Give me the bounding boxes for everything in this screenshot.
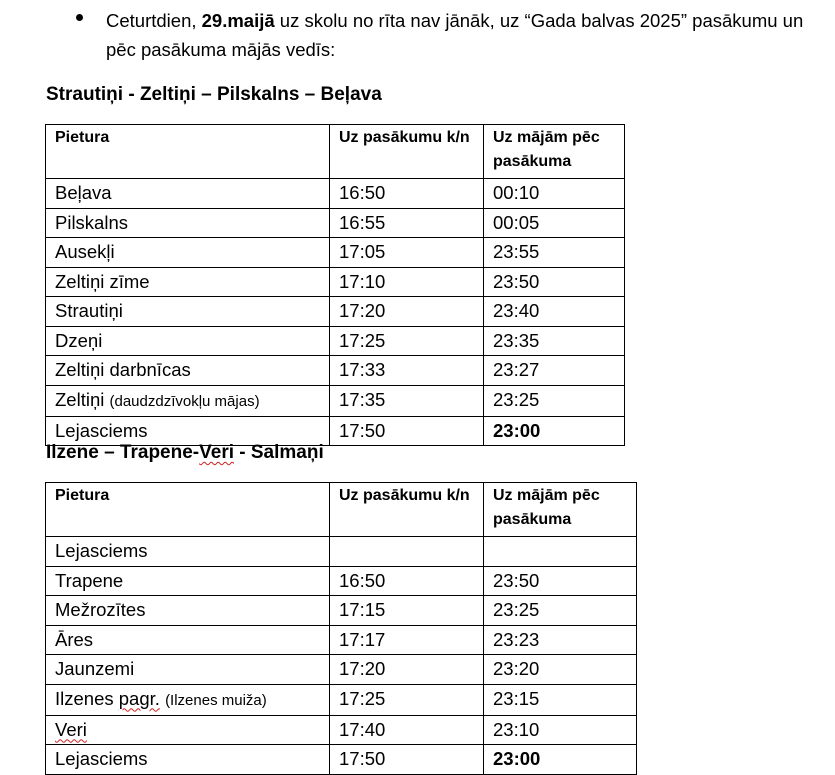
stop-name: Lejasciems: [55, 748, 148, 769]
intro-date: 29.maijā: [201, 10, 275, 31]
stop-name: Lejasciems: [55, 419, 148, 441]
table-row: [46, 385, 625, 416]
to-event-time: 16:50: [330, 566, 484, 596]
to-event-time: 17:25: [330, 684, 484, 715]
stop-cell: [46, 356, 330, 386]
stop-cell: [46, 596, 330, 626]
stop-name: Zeltiņi darbnīcas: [55, 359, 191, 380]
column-header: Uz mājām pēc pasākuma: [484, 483, 637, 537]
stop-cell: [46, 179, 330, 209]
stop-name: Strautiņi: [55, 300, 123, 321]
stop-name: Pilskalns: [55, 211, 128, 233]
back-home-time: 00:10: [484, 179, 625, 209]
back-home-time: 23:20: [484, 655, 637, 685]
route2-heading-part: Ilzene – Trapene-: [46, 442, 200, 463]
stop-name: Trapene: [55, 569, 124, 591]
table-header-row: [46, 125, 625, 179]
stop-name: Āres: [55, 628, 94, 650]
back-home-time: 00:05: [484, 208, 625, 238]
table-row: [46, 326, 625, 356]
table-row: [46, 179, 625, 209]
stop-cell: [46, 326, 330, 356]
stop-name: Jaunzemi: [55, 658, 135, 679]
table-row: [46, 684, 637, 715]
to-event-time: 16:55: [330, 208, 484, 238]
back-home-time: 23:27: [484, 356, 625, 386]
to-event-time: 17:40: [330, 715, 484, 745]
to-event-time: 17:05: [330, 238, 484, 268]
route1-heading: Strautiņi - Zeltiņi – Pilskalns – Beļava: [46, 84, 382, 105]
bullet-icon: [76, 14, 83, 21]
intro-bullet: [76, 6, 816, 64]
to-event-time: 17:10: [330, 267, 484, 297]
spellcheck-word: Veri: [55, 718, 87, 740]
spellcheck-word: pagr.: [118, 687, 160, 709]
table-row: [46, 625, 637, 655]
stop-cell: [46, 684, 330, 715]
route2-heading-part: - Salmaņi: [234, 442, 324, 463]
table-row: [46, 238, 625, 268]
back-home-time: 23:40: [484, 297, 625, 327]
column-header: Uz pasākumu k/n: [330, 483, 484, 537]
route1-table: [45, 124, 625, 446]
stop-cell: [46, 267, 330, 297]
stop-name: Zeltiņi zīme: [55, 270, 150, 292]
back-home-time: [484, 537, 637, 567]
to-event-time: 17:33: [330, 356, 484, 386]
stop-cell: [46, 297, 330, 327]
back-home-time: 23:35: [484, 326, 625, 356]
to-event-time: 16:50: [330, 179, 484, 209]
to-event-time: 17:25: [330, 326, 484, 356]
table-header-row: [46, 483, 637, 537]
column-header: Uz mājām pēc pasākuma: [484, 125, 625, 179]
back-home-time: 23:50: [484, 566, 637, 596]
route2-table: [45, 482, 637, 775]
stop-name: Dzeņi: [55, 329, 103, 351]
stop-name: Beļava: [55, 182, 112, 203]
back-home-time: 23:00: [484, 745, 637, 775]
stop-name-part: Ilzenes: [55, 687, 119, 709]
to-event-time: 17:17: [330, 625, 484, 655]
route2-heading: [46, 441, 324, 465]
stop-name: Ausekļi: [55, 241, 115, 262]
to-event-time: 17:20: [330, 297, 484, 327]
back-home-time: 23:55: [484, 238, 625, 268]
table-row: [46, 297, 625, 327]
table-row: [46, 566, 637, 596]
stop-cell: [46, 625, 330, 655]
stop-cell: [46, 566, 330, 596]
route2-heading-squiggle: Veri: [199, 442, 234, 463]
stop-name: Zeltiņi: [55, 388, 105, 410]
stop-cell: [46, 655, 330, 685]
to-event-time: 17:20: [330, 655, 484, 685]
intro-text: [106, 6, 816, 64]
back-home-time: 23:15: [484, 684, 637, 715]
column-header: Uz pasākumu k/n: [330, 125, 484, 179]
stop-note: (Ilzenes muiža): [165, 691, 267, 709]
stop-cell: [46, 208, 330, 238]
to-event-time: 17:50: [330, 745, 484, 775]
table-row: [46, 715, 637, 745]
intro-rest: uz skolu no rīta nav jānāk, uz “Gada balvas 2025” pasākumu un pēc pasākuma mājās vedīs:: [106, 10, 804, 60]
table-row: [46, 655, 637, 685]
table-row: [46, 356, 625, 386]
to-event-time: 17:15: [330, 596, 484, 626]
to-event-time: 17:35: [330, 385, 484, 416]
back-home-time: 23:23: [484, 625, 637, 655]
stop-note: (daudzdzīvokļu mājas): [109, 392, 260, 410]
to-event-time: [330, 537, 484, 567]
back-home-time: 23:00: [484, 416, 625, 446]
table-row: [46, 537, 637, 567]
stop-cell: [46, 238, 330, 268]
stop-cell: [46, 537, 330, 567]
back-home-time: 23:25: [484, 596, 637, 626]
table-row: [46, 596, 637, 626]
intro-lead: Ceturtdien,: [106, 10, 202, 31]
column-header: Pietura: [46, 483, 330, 537]
table-row: [46, 267, 625, 297]
stop-name: Lejasciems: [55, 540, 148, 561]
stop-name: Mežrozītes: [55, 599, 146, 620]
column-header: Pietura: [46, 125, 330, 179]
back-home-time: 23:25: [484, 385, 625, 416]
to-event-time: 17:50: [330, 416, 484, 446]
table-row: [46, 208, 625, 238]
back-home-time: 23:10: [484, 715, 637, 745]
stop-cell: [46, 715, 330, 745]
stop-cell: [46, 385, 330, 416]
back-home-time: 23:50: [484, 267, 625, 297]
